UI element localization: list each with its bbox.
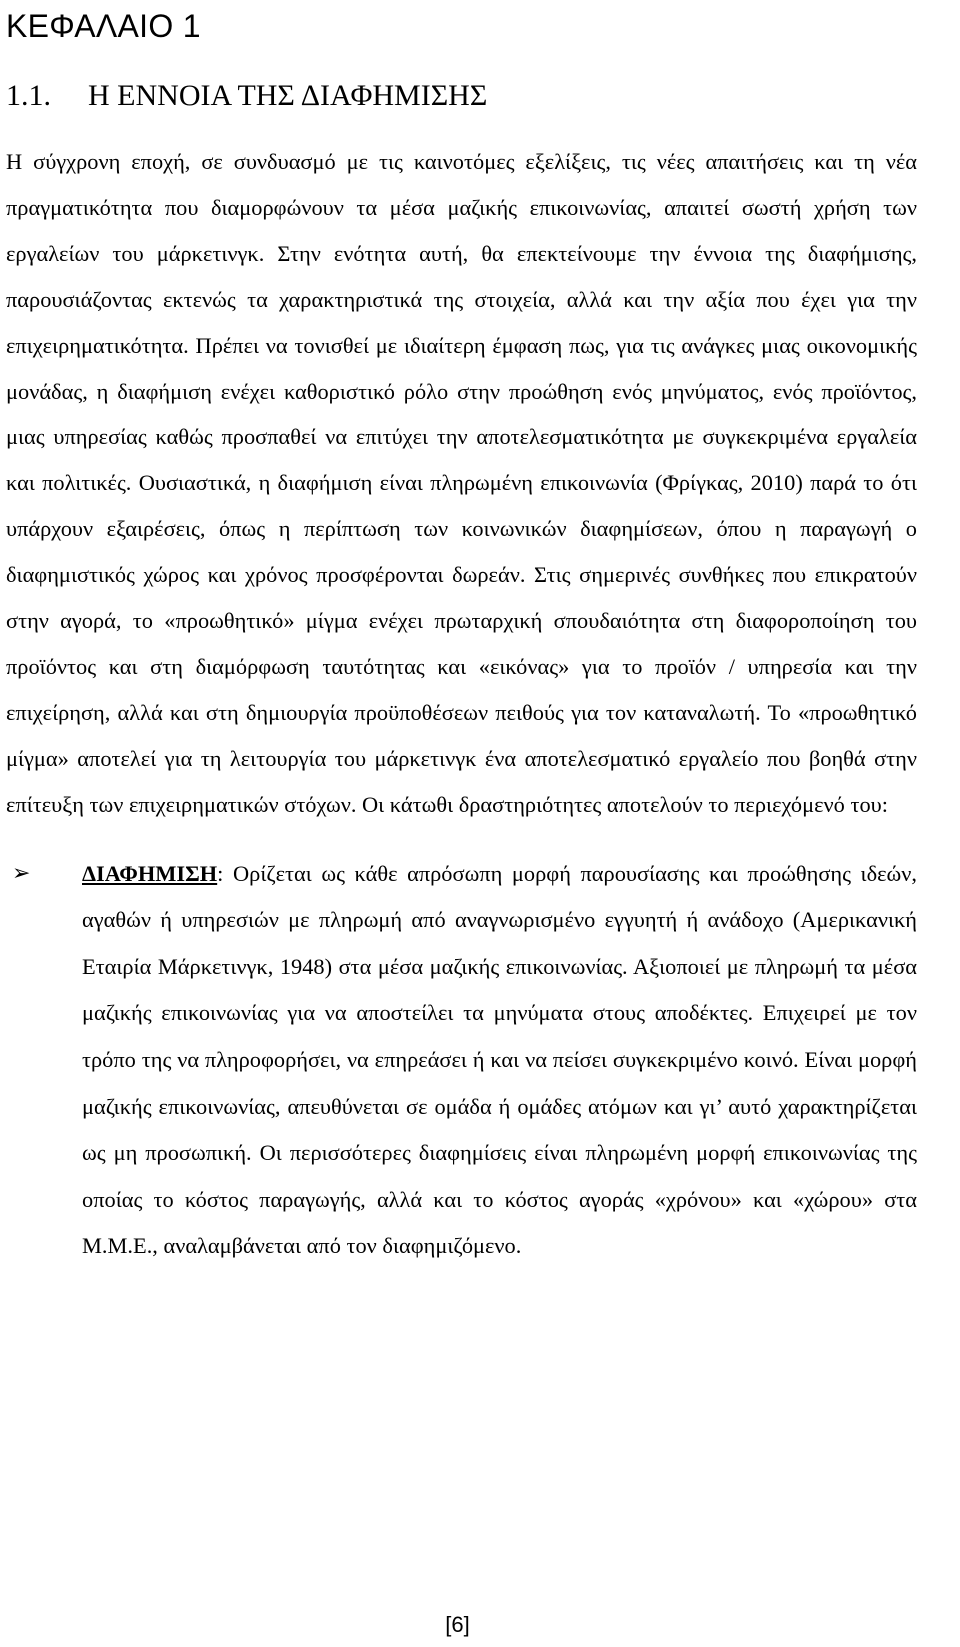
body-paragraph: Η σύγχρονη εποχή, σε συνδυασμό με τις καινοτόμες εξελίξεις, τις νέες απαιτήσεις και τη νέα πραγματικότητα που διαμορφώνουν τα μέσα μαζικής επικοινωνίας, απαιτεί σωστή χρήση των εργαλείων του μάρκετινγκ. Στην ενότητα αυτή, θα επεκτείνουμε την έννοια της διαφήμισης, παρουσιάζοντας εκτενώς τα χαρακτηριστικά της στοιχεία, αλλά και την αξία που έχει για την επιχειρηματικότητα. Πρέπει να τονισθεί με ιδιαίτερη έμφαση πως, για τις ανάγκες μιας οικονομικής μονάδας, η διαφήμιση ενέχει καθοριστικό ρόλο στην προώθηση ενός μηνύματος, ενός προϊόντος, μιας υπηρεσίας καθώς προσπαθεί να επιτύχει την αποτελεσματικότητα με συγκεκριμένα εργαλεία και πολιτικές. Ουσιαστικά, η διαφήμιση είναι πληρωμένη επικοινωνία (Φρίγκας, 2010) παρά το ότι υπάρχουν εξαιρέσεις, όπως η περίπτωση των κοινωνικών διαφημίσεων, όπου η παραγωγή ο διαφημιστικός χώρος και χρόνος προσφέρονται δωρεάν. Στις σημερινές συνθήκες που επικρατούν στην αγορά, το «προωθητικό» μίγμα ενέχει πρωταρχική σπουδαιότητα στη διαφοροποίηση του προϊόντος και στη διαμόρφωση ταυτότητας και «εικόνας» για το προϊόν / υπηρεσία και την επιχείρηση, αλλά και στη δημιουργία προϋποθέσεων πειθούς για τον καταναλωτή. Το «προωθητικό μίγμα» αποτελεί για τη λειτουργία του μάρκετινγκ ένα αποτελεσματικό εργαλείο που βοηθά στην επίτευξη των επιχειρηματικών στόχων. Οι κάτωθι δραστηριότητες αποτελούν το περιεχόμενό του: [6, 149, 917, 817]
page-number: [6] [445, 1612, 470, 1637]
activities-list [6, 851, 917, 1270]
list-item-term: ΔΙΑΦΗΜΙΣΗ [82, 860, 218, 886]
list-item-text: Ορίζεται ως κάθε απρόσωπη μορφή παρουσίασης και προώθησης ιδεών, αγαθών ή υπηρεσιών με πληρωμή από αναγνωρισμένο εγγυητή ή ανάδοχο (Αμερικανική Εταιρία Μάρκετινγκ, 1948) στα μέσα μαζικής επικοινωνίας. Αξιοποιεί με πληρωμή τα μέσα μαζικής επικοινωνίας για να αποστείλει τα μηνύματα στους αποδέκτες. Επιχειρεί με τον τρόπο της να πληροφορήσει, να επηρεάσει ή και να πείσει συγκεκριμένο κοινό. Είναι μορφή μαζικής επικοινωνίας, απευθύνεται σε ομάδα ή ομάδες ατόμων και γι’ αυτό χαρακτηρίζεται ως μη προσωπική. Οι περισσότερες διαφημίσεις είναι πληρωμένη μορφή επικοινωνίας της οποίας το κόστος παραγωγής, αλλά και το κόστος αγοράς «χρόνου» και «χώρου» στα Μ.Μ.Ε., αναλαμβάνεται από τον διαφημιζόμενο. [82, 860, 917, 1259]
section-title: Η ΕΝΝΟΙΑ ΤΗΣ ΔΙΑΦΗΜΙΣΗΣ [88, 79, 488, 112]
arrow-bullet-icon: ➢ [12, 860, 31, 886]
chapter-title: ΚΕΦΑΛΑΙΟ 1 [6, 8, 201, 44]
section-heading [6, 48, 917, 116]
list-item-separator: : [217, 860, 233, 886]
document-page [6, 0, 917, 1270]
section-number: 1.1. [6, 79, 51, 112]
list-item [6, 851, 917, 1270]
